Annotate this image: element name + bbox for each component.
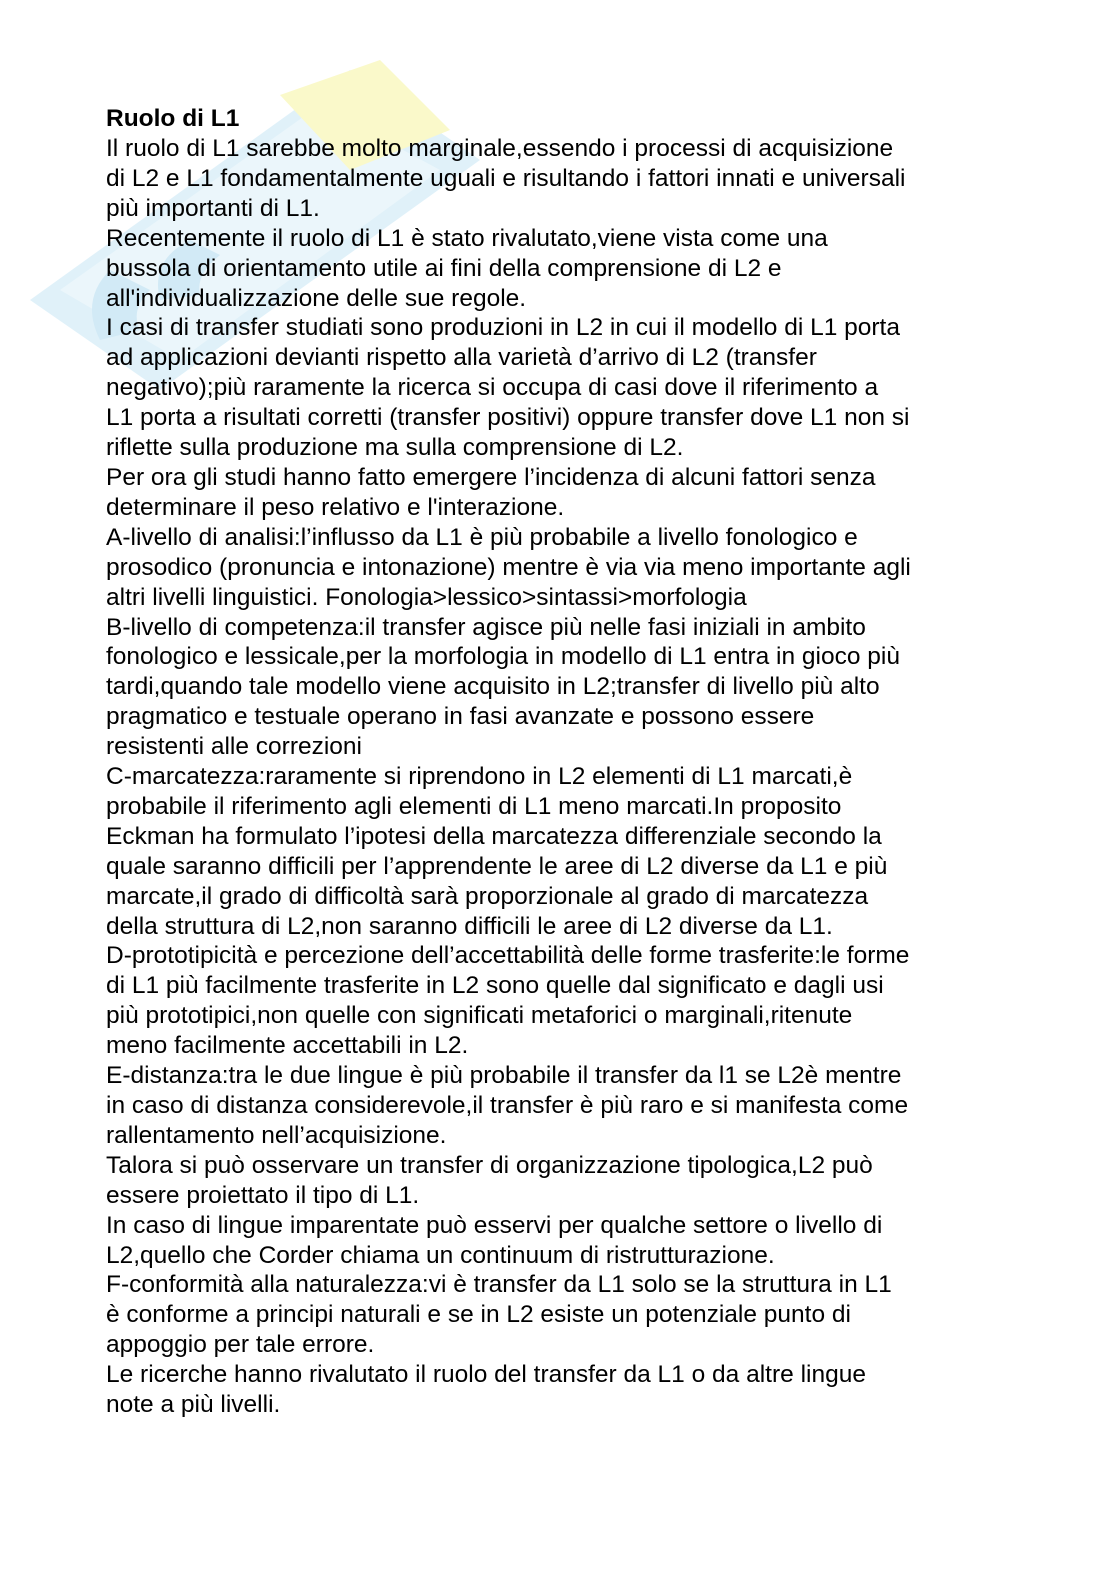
text-line: marcate,il grado di difficoltà sarà proporzionale al grado di marcatezza (106, 882, 869, 910)
text-line: prosodico (pronuncia e intonazione) mentre è via via meno importante agli (106, 553, 911, 581)
text-line: negativo);più raramente la ricerca si occupa di casi dove il riferimento a (106, 374, 879, 402)
text-line: quale saranno difficili per l’apprendente le aree di L2 diverse da L1 e più (106, 852, 888, 880)
text-line: essere proiettato il tipo di L1. (106, 1181, 420, 1209)
text-line: di L1 più facilmente trasferite in L2 sono quelle dal significato e dagli usi (106, 972, 884, 1000)
text-line: appoggio per tale errore. (106, 1331, 375, 1359)
text-line: E-distanza:tra le due lingue è più probabile il transfer da l1 se L2è mentre (106, 1062, 902, 1090)
text-line: determinare il peso relativo e l'interazione. (106, 493, 565, 521)
text-line: altri livelli linguistici. Fonologia>lessico>sintassi>morfologia (106, 583, 747, 611)
text-line: fonologico e lessicale,per la morfologia in modello di L1 entra in gioco più (106, 643, 901, 671)
text-line: tardi,quando tale modello viene acquisito in L2;transfer di livello più alto (106, 673, 880, 701)
text-line: meno facilmente accettabili in L2. (106, 1032, 469, 1060)
text-line: Per ora gli studi hanno fatto emergere l’incidenza di alcuni fattori senza (106, 463, 876, 491)
text-line: In caso di lingue imparentate può esservi per qualche settore o livello di (106, 1211, 883, 1239)
text-line: A-livello di analisi:l’influsso da L1 è più probabile a livello fonologico e (106, 523, 858, 551)
text-line: L2,quello che Corder chiama un continuum di ristrutturazione. (106, 1241, 775, 1269)
text-line: più prototipici,non quelle con significati metaforici o marginali,ritenute (106, 1002, 853, 1030)
text-line: resistenti alle correzioni (106, 733, 362, 761)
text-line: B-livello di competenza:il transfer agisce più nelle fasi iniziali in ambito (106, 613, 866, 641)
text-line: è conforme a principi naturali e se in L2 esiste un potenziale punto di (106, 1301, 851, 1329)
text-line: Talora si può osservare un transfer di organizzazione tipologica,L2 può (106, 1151, 873, 1179)
text-line: I casi di transfer studiati sono produzioni in L2 in cui il modello di L1 porta (106, 314, 900, 342)
text-line: pragmatico e testuale operano in fasi avanzate e possono essere (106, 703, 815, 731)
text-line: bussola di orientamento utile ai fini della comprensione di L2 e (106, 254, 782, 282)
document-body (106, 104, 1026, 1420)
text-line: ad applicazioni devianti rispetto alla varietà d’arrivo di L2 (transfer (106, 344, 817, 372)
text-line: Le ricerche hanno rivalutato il ruolo del transfer da L1 o da altre lingue (106, 1361, 866, 1389)
text-line: probabile il riferimento agli elementi di L1 meno marcati.In proposito (106, 792, 842, 820)
text-line: in caso di distanza considerevole,il transfer è più raro e si manifesta come (106, 1092, 909, 1119)
document-title: Ruolo di L1 (106, 105, 240, 132)
text-line: Eckman ha formulato l’ipotesi della marcatezza differenziale secondo la (106, 822, 882, 850)
text-line: F-conformità alla naturalezza:vi è transfer da L1 solo se la struttura in L1 (106, 1271, 892, 1299)
text-line: riflette sulla produzione ma sulla comprensione di L2. (106, 434, 684, 462)
text-line: note a più livelli. (106, 1391, 281, 1419)
text-line: all'individualizzazione delle sue regole. (106, 284, 527, 312)
text-line: C-marcatezza:raramente si riprendono in L2 elementi di L1 marcati,è (106, 763, 853, 791)
text-line: di L2 e L1 fondamentalmente uguali e risultando i fattori innati e universali (106, 164, 906, 192)
text-line: rallentamento nell’acquisizione. (106, 1121, 447, 1149)
text-line: più importanti di L1. (106, 194, 320, 222)
text-line: della struttura di L2,non saranno difficili le aree di L2 diverse da L1. (106, 912, 833, 940)
text-line: L1 porta a risultati corretti (transfer positivi) oppure transfer dove L1 non si (106, 404, 910, 432)
text-line: Recentemente il ruolo di L1 è stato rivalutato,viene vista come una (106, 224, 828, 252)
text-line: D-prototipicità e percezione dell’accettabilità delle forme trasferite:le forme (106, 942, 910, 970)
text-line: Il ruolo di L1 sarebbe molto marginale,essendo i processi di acquisizione (106, 135, 894, 162)
